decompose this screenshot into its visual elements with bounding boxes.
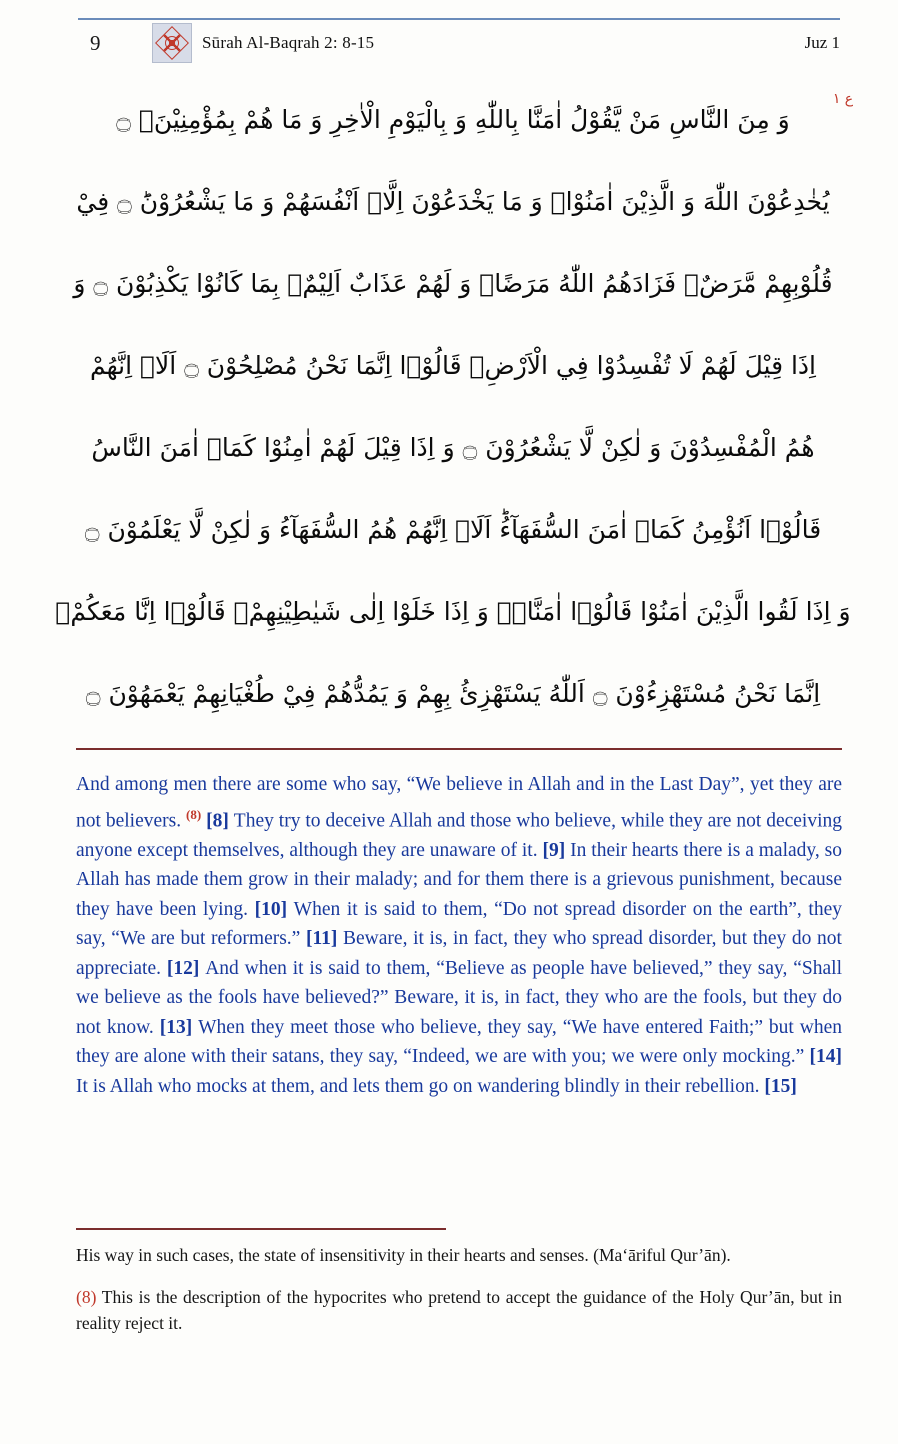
arabic-translation-divider <box>76 748 842 750</box>
arabic-line: يُخٰدِعُوْنَ اللّٰهَ وَ الَّذِيْنَ اٰمَنُوْاۚ وَ مَا يَخْدَعُوْنَ اِلَّاۤ اَنْفُسَهُمْ وَ مَا يَشْعُرُوْنَؕ ۝ فِيْ <box>76 186 830 216</box>
footnote-marker: (8) <box>76 1287 102 1307</box>
arabic-line: اِذَا قِيْلَ لَهُمْ لَا تُفْسِدُوْا فِي الْاَرْضِۙ قَالُوْۤا اِنَّمَا نَحْنُ مُصْلِحُوْنَ ۝ اَلَاۤ اِنَّهُمْ <box>90 350 816 380</box>
verse-number: [9] <box>542 839 571 861</box>
footnotes-section <box>76 1242 842 1352</box>
verse-number: [14] <box>809 1046 842 1067</box>
translation-sentence: It is Allah who mocks at them, and lets them go on wandering blindly in their rebellion. <box>76 1075 765 1097</box>
translation-sentence: And when it is said to them, “Believe as people have believed,” they say, “Shall we believe as the fools have believed?” Beware, it is, in fact, they who are the fools, but they do not know. <box>76 957 842 1038</box>
arabic-line: هُمُ الْمُفْسِدُوْنَ وَ لٰكِنْ لَّا يَشْعُرُوْنَ ۝ وَ اِذَا قِيْلَ لَهُمْ اٰمِنُوْا كَمَاۤ اٰمَنَ النَّاسُ <box>91 432 815 462</box>
footnote-reference[interactable]: (8) <box>186 806 202 822</box>
verse-number: [11] <box>305 928 344 949</box>
translation-sentence: In their hearts there is a malady, so Allah has made them grow in their malady; and for them there is a grievous punishment, because they have been lying. <box>76 839 842 920</box>
ruku-mark: ع ١ <box>832 91 854 107</box>
translation-sentence: They try to deceive Allah and those who believe, while they are not deceiving anyone except themselves, although they are unaware of it. <box>76 810 842 861</box>
verse-number: [8] <box>201 810 234 831</box>
arabic-line: قُلُوْبِهِمْ مَّرَضٌۙ فَزَادَهُمُ اللّٰهُ مَرَضًاۚ وَ لَهُمْ عَذَابٌ اَلِيْمٌۙ بِمَا كَانُوْا يَكْذِبُوْنَ ۝ وَ <box>73 268 833 298</box>
translation-sentence: Beware, it is, in fact, they who spread disorder, but they do not appreciate. <box>76 928 842 979</box>
verse-number: [15] <box>764 1075 797 1097</box>
page-header <box>78 22 840 64</box>
footnote <box>76 1284 842 1336</box>
arabic-line: وَ اِذَا لَقُوا الَّذِيْنَ اٰمَنُوْا قَالُوْۤا اٰمَنَّاۚۖ وَ اِذَا خَلَوْا اِلٰى شَيٰطِيْنِهِمْۙ قَالُوْۤا اِنَّا مَعَكُمْۙ <box>55 596 851 626</box>
footnote-text: His way in such cases, the state of insensitivity in their hearts and senses. (Ma‘āriful Qur’ān). <box>76 1245 731 1265</box>
footnote-text: This is the description of the hypocrites who pretend to accept the guidance of the Holy Qur’ān, but in reality reject it. <box>76 1287 843 1333</box>
floral-medallion-icon <box>152 23 192 63</box>
translation-sentence: When it is said to them, “Do not spread disorder on the earth”, they say, “We are but reformers.” <box>76 898 842 949</box>
arabic-text-block <box>55 78 854 728</box>
arabic-line: قَالُوْۤا اَنُؤْمِنُ كَمَاۤ اٰمَنَ السُّفَهَآءُؕ اَلَاۤ اِنَّهُمْ هُمُ السُّفَهَآءُ وَ لٰكِنْ لَّا يَعْلَمُوْنَ ۝ <box>84 514 822 544</box>
translation-sentence: And among men there are some who say, “We believe in Allah and in the Last Day”, yet they are not believers. <box>76 774 842 831</box>
translation-text <box>76 770 842 1101</box>
verse-number: [10] <box>254 898 294 920</box>
translation-sentence: When they meet those who believe, they say, “We have entered Faith;” but when they are alone with their satans, they say, “Indeed, we are with you; we were only mocking.” <box>76 1016 842 1067</box>
verse-number: [12] <box>166 957 206 979</box>
juz-label: Juz 1 <box>804 33 840 52</box>
footnote-divider <box>76 1228 446 1230</box>
verse-number: [13] <box>159 1016 199 1038</box>
page-number: 9 <box>90 30 101 55</box>
arabic-line: اِنَّمَا نَحْنُ مُسْتَهْزِءُوْنَ ۝ اَللّٰهُ يَسْتَهْزِئُ بِهِمْ وَ يَمُدُّهُمْ فِيْ طُغْيَانِهِمْ يَعْمَهُوْنَ ۝ <box>85 678 821 708</box>
arabic-line: وَ مِنَ النَّاسِ مَنْ يَّقُوْلُ اٰمَنَّا بِاللّٰهِ وَ بِالْيَوْمِ الْاٰخِرِ وَ مَا هُمْ بِمُؤْمِنِيْنَۘ ۝ <box>116 104 790 134</box>
surah-title: Sūrah Al-Baqrah 2: 8-15 <box>202 33 375 52</box>
header-rule <box>78 18 840 20</box>
footnote <box>76 1242 842 1268</box>
